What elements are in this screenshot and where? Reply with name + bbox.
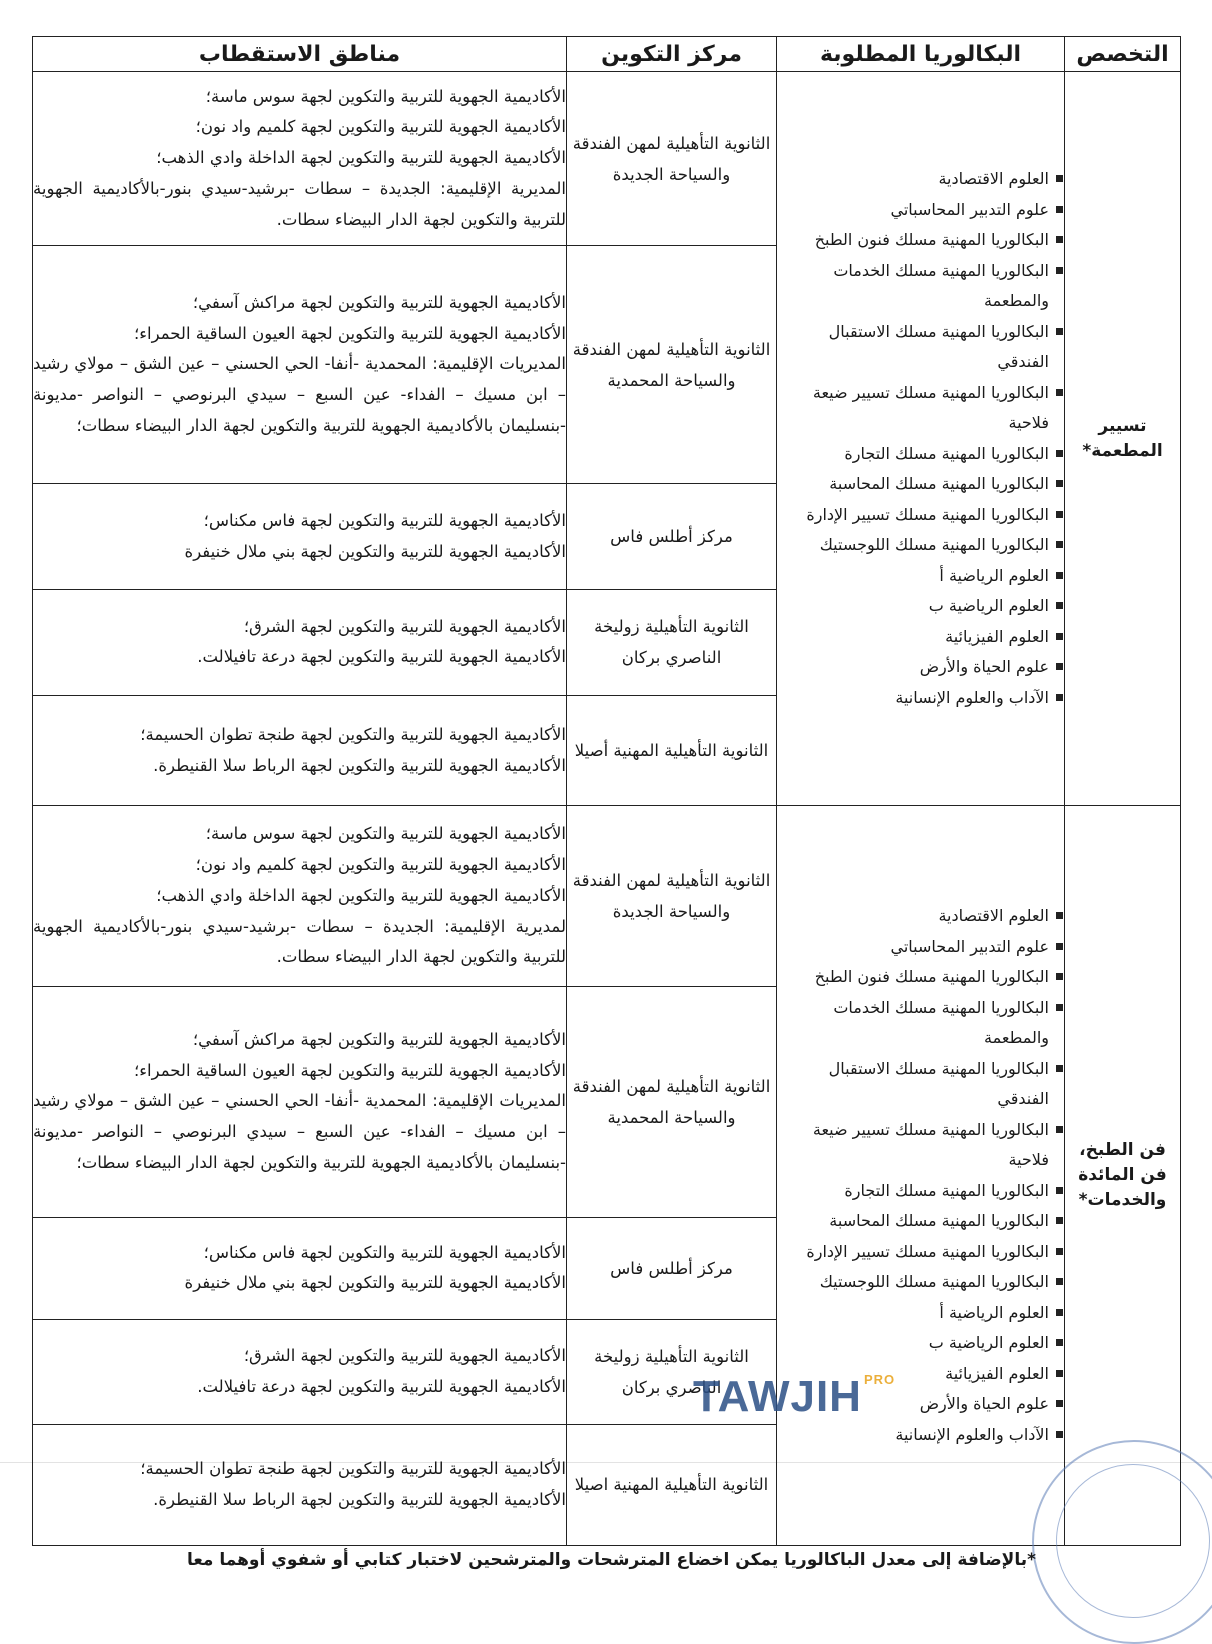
list-item: البكالوريا المهنية مسلك الاستقبال الفندقي: [777, 317, 1064, 378]
list-item: البكالوريا المهنية مسلك اللوجستيك: [777, 1267, 1064, 1298]
list-item: العلوم الرياضية ب: [777, 591, 1064, 622]
center-cell: مركز أطلس فاس: [567, 1217, 777, 1320]
zones-cell: الأكاديمية الجهوية للتربية والتكوين لجهة الشرق؛ الأكاديمية الجهوية للتربية والتكوين لجهة درعة تافيلالت.: [33, 1320, 567, 1425]
list-item: العلوم الرياضية أ: [777, 561, 1064, 592]
list-item: البكالوريا المهنية مسلك المحاسبة: [777, 469, 1064, 500]
center-cell: الثانوية التأهيلية المهنية اصيلا: [567, 1424, 777, 1545]
list-item: علوم التدبير المحاسباتي: [777, 932, 1064, 963]
center-cell: الثانوية التأهيلية المهنية أصيلا: [567, 695, 777, 806]
list-item: البكالوريا المهنية مسلك الخدمات والمطعمة: [777, 256, 1064, 317]
specialty-cell: فن الطبخ، فن المائدة والخدمات*: [1065, 806, 1181, 1546]
header-bac: البكالوريا المطلوبة: [777, 37, 1065, 72]
tawjih-pro-watermark-logo: TAWJIH $^{PRO}$: [693, 1372, 896, 1421]
list-item: البكالوريا المهنية مسلك الاستقبال الفندقي: [777, 1054, 1064, 1115]
stamp-inner-ring: [1056, 1464, 1210, 1618]
list-item: البكالوريا المهنية مسلك فنون الطبخ: [777, 225, 1064, 256]
list-item: العلوم الاقتصادية: [777, 901, 1064, 932]
list-item: العلوم الرياضية ب: [777, 1328, 1064, 1359]
table-header-row: [33, 37, 1181, 72]
header-zones: مناطق الاستقطاب: [33, 37, 567, 72]
list-item: البكالوريا المهنية مسلك تسيير الإدارة: [777, 1237, 1064, 1268]
footnote: *بالإضافة إلى معدل الباكالوريا يمكن اخضاع المترشحات والمترشحين لاختبار كتابي أو شفوي أوهما معا: [186, 1550, 1036, 1570]
zones-cell: الأكاديمية الجهوية للتربية والتكوين لجهة طنجة تطوان الحسيمة؛ الأكاديمية الجهوية للتربية والتكوين لجهة الرباط سلا القنيطرة.: [33, 1424, 567, 1545]
center-cell: الثانوية التأهيلية لمهن الفندقة والسياحة المحمدية: [567, 986, 777, 1217]
zones-cell: الأكاديمية الجهوية للتربية والتكوين لجهة سوس ماسة؛ الأكاديمية الجهوية للتربية والتكوين لجهة كلميم واد نون؛ الأكاديمية الجهوية للتربية والتكوين لجهة الداخلة وادي الذهب؛ لمديرية الإقليمية: الجديدة – سطات -برشيد-سيدي بنور-بالأكاديمية الجهوية للتربية والتكوين لجهة الدار البيضاء سطات.: [33, 806, 567, 987]
list-item: البكالوريا المهنية مسلك اللوجستيك: [777, 530, 1064, 561]
center-cell: الثانوية التأهيلية لمهن الفندقة والسياحة المحمدية: [567, 246, 777, 484]
center-cell: مركز أطلس فاس: [567, 484, 777, 590]
zones-cell: الأكاديمية الجهوية للتربية والتكوين لجهة سوس ماسة؛ الأكاديمية الجهوية للتربية والتكوين لجهة كلميم واد نون؛ الأكاديمية الجهوية للتربية والتكوين لجهة الداخلة وادي الذهب؛ المديرية الإقليمية: الجديدة – سطات -برشيد-سيدي بنور-بالأكاديمية الجهوية للتربية والتكوين لجهة الدار البيضاء سطات.: [33, 72, 567, 246]
specialties-table: [32, 36, 1181, 1546]
center-cell: الثانوية التأهيلية زوليخة الناصري بركان: [567, 1320, 777, 1425]
zones-cell: الأكاديمية الجهوية للتربية والتكوين لجهة مراكش آسفي؛ الأكاديمية الجهوية للتربية والتكوين لجهة العيون الساقية الحمراء؛ المديريات الإقليمية: المحمدية -أنفا- الحي الحسني – عين الشق – مولاي رشيد – ابن مسيك – الفداء- عين السبع – سيدي البرنوصي – النواصر -مديونة -بنسليمان بالأكاديمية الجهوية للتربية والتكوين لجهة الدار البيضاء سطات؛: [33, 246, 567, 484]
bac-cell: [777, 72, 1065, 806]
list-item: العلوم الفيزيائية: [777, 1359, 1064, 1390]
list-item: علوم التدبير المحاسباتي: [777, 195, 1064, 226]
zones-cell: الأكاديمية الجهوية للتربية والتكوين لجهة مراكش آسفي؛ الأكاديمية الجهوية للتربية والتكوين لجهة العيون الساقية الحمراء؛ المديريات الإقليمية: المحمدية -أنفا- الحي الحسني – عين الشق – مولاي رشيد – ابن مسيك – الفداء- عين السبع – سيدي البرنوصي – النواصر -مديونة -بنسليمان بالأكاديمية الجهوية للتربية والتكوين لجهة الدار البيضاء سطات؛: [33, 986, 567, 1217]
center-cell: الثانوية التأهيلية زوليخة الناصري بركان: [567, 589, 777, 695]
center-cell: الثانوية التأهيلية لمهن الفندقة والسياحة الجديدة: [567, 806, 777, 987]
list-item: البكالوريا المهنية مسلك فنون الطبخ: [777, 962, 1064, 993]
header-center: مركز التكوين: [567, 37, 777, 72]
zones-cell: الأكاديمية الجهوية للتربية والتكوين لجهة فاس مكناس؛ الأكاديمية الجهوية للتربية والتكوين لجهة بني ملال خنيفرة: [33, 484, 567, 590]
list-item: العلوم الرياضية أ: [777, 1298, 1064, 1329]
list-item: الآداب والعلوم الإنسانية: [777, 1420, 1064, 1451]
table-row: [33, 806, 1181, 987]
zones-cell: الأكاديمية الجهوية للتربية والتكوين لجهة فاس مكناس؛ الأكاديمية الجهوية للتربية والتكوين لجهة بني ملال خنيفرة: [33, 1217, 567, 1320]
specialty-cell: تسيير المطعمة*: [1065, 72, 1181, 806]
list-item: البكالوريا المهنية مسلك التجارة: [777, 439, 1064, 470]
list-item: البكالوريا المهنية مسلك المحاسبة: [777, 1206, 1064, 1237]
list-item: علوم الحياة والأرض: [777, 652, 1064, 683]
zones-cell: الأكاديمية الجهوية للتربية والتكوين لجهة طنجة تطوان الحسيمة؛ الأكاديمية الجهوية للتربية والتكوين لجهة الرباط سلا القنيطرة.: [33, 695, 567, 806]
list-item: البكالوريا المهنية مسلك الخدمات والمطعمة: [777, 993, 1064, 1054]
table-row: [33, 72, 1181, 246]
list-item: العلوم الاقتصادية: [777, 164, 1064, 195]
list-item: علوم الحياة والأرض: [777, 1389, 1064, 1420]
bac-cell: [777, 806, 1065, 1546]
center-cell: الثانوية التأهيلية لمهن الفندقة والسياحة الجديدة: [567, 72, 777, 246]
bac-list: [777, 164, 1064, 713]
zones-cell: الأكاديمية الجهوية للتربية والتكوين لجهة الشرق؛ الأكاديمية الجهوية للتربية والتكوين لجهة درعة تافيلالت.: [33, 589, 567, 695]
list-item: البكالوريا المهنية مسلك التجارة: [777, 1176, 1064, 1207]
list-item: البكالوريا المهنية مسلك تسيير ضيعة فلاحية: [777, 378, 1064, 439]
header-specialty: التخصص: [1065, 37, 1181, 72]
list-item: الآداب والعلوم الإنسانية: [777, 683, 1064, 714]
list-item: البكالوريا المهنية مسلك تسيير ضيعة فلاحية: [777, 1115, 1064, 1176]
list-item: البكالوريا المهنية مسلك تسيير الإدارة: [777, 500, 1064, 531]
list-item: العلوم الفيزيائية: [777, 622, 1064, 653]
bac-list: [777, 901, 1064, 1450]
